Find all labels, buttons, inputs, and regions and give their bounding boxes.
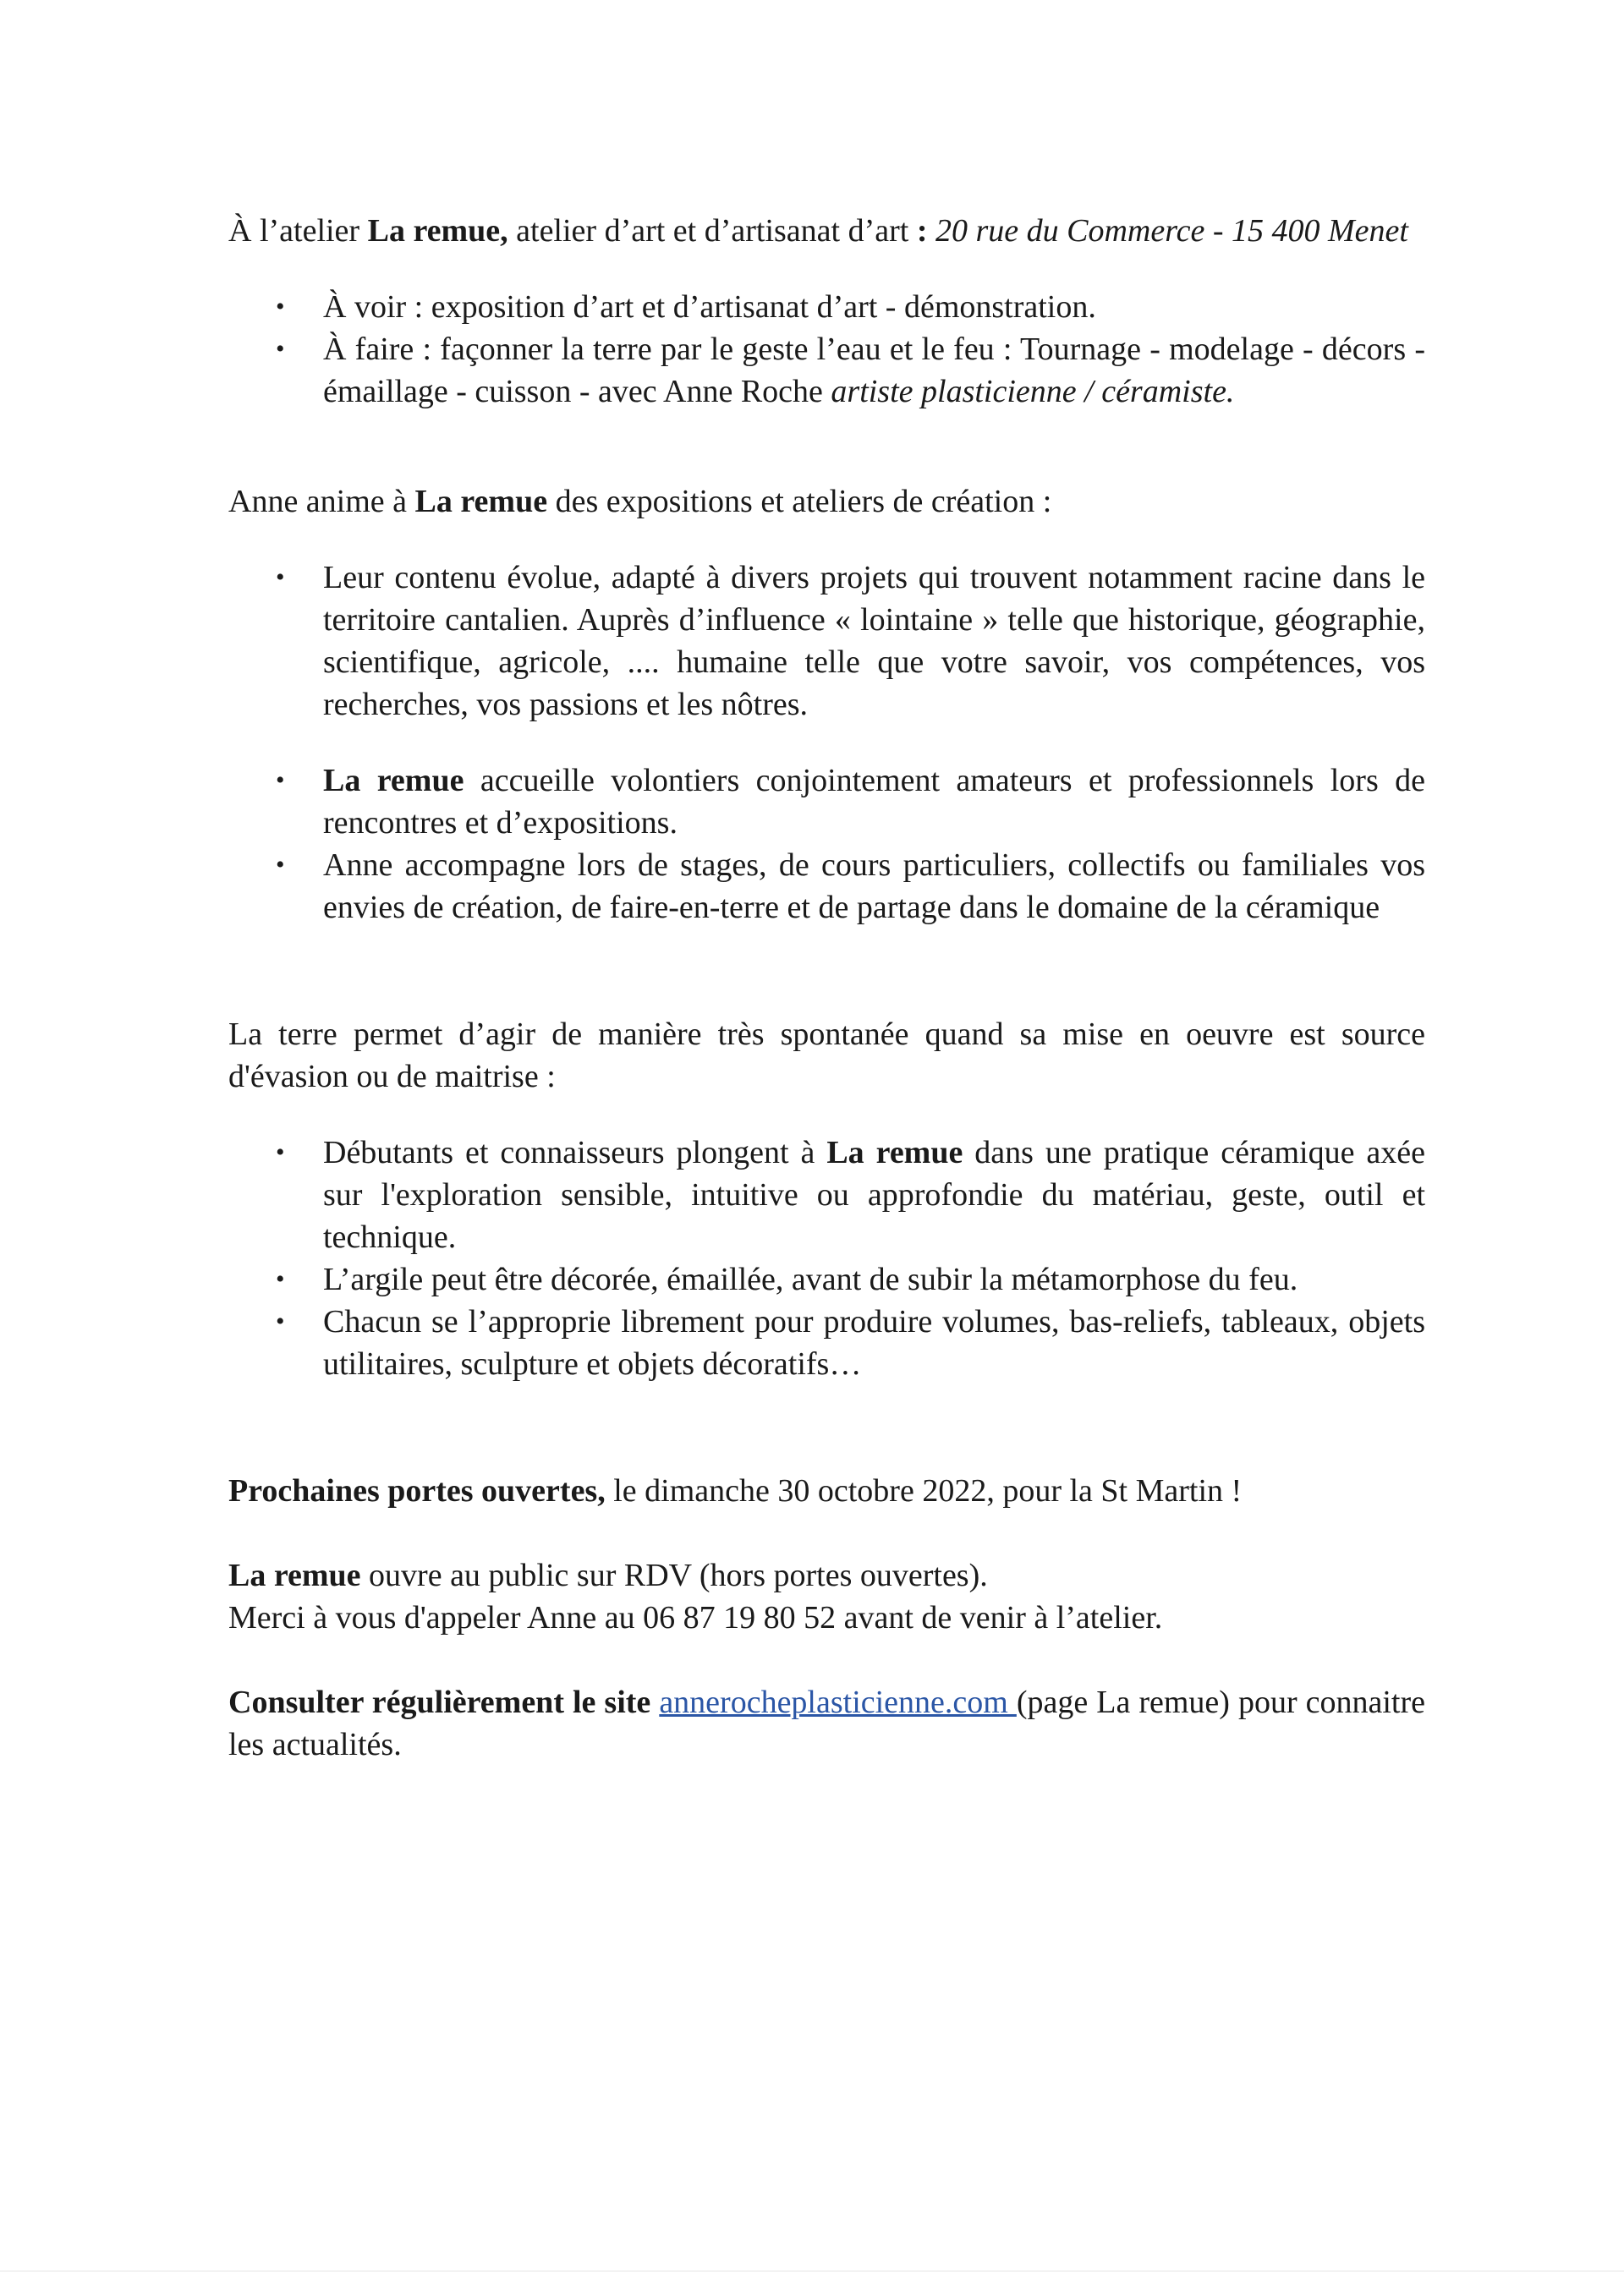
rdv-bold: La remue <box>228 1558 361 1593</box>
list-item <box>228 286 1425 328</box>
intro-bold-colon: : <box>916 213 928 249</box>
intro-paragraph <box>228 210 1425 252</box>
section3-paragraph <box>228 1013 1425 1098</box>
open-days-bold: Prochaines portes ouvertes, <box>228 1473 606 1509</box>
bullet-icon: • <box>276 766 285 794</box>
list-visit <box>228 286 1425 413</box>
intro-bold-name: La remue, <box>367 213 508 249</box>
list-item <box>228 328 1425 413</box>
bullet-icon: • <box>276 1138 285 1166</box>
site-paragraph <box>228 1681 1425 1766</box>
list-clay <box>228 1132 1425 1385</box>
list-item-text: Leur contenu évolue, adapté à divers projets qui trouvent notamment racine dans le territoire cantalien. Auprès d’influence « lointaine » telle que historique, géographie, scientifique, agricole, .... humaine telle que votre savoir, vos compétences, vos recherches, vos passions et les nôtres. <box>323 560 1425 722</box>
rdv-phone-line: Merci à vous d'appeler Anne au 06 87 19 80 52 avant de venir à l’atelier. <box>228 1600 1163 1636</box>
website-link[interactable]: annerocheplasticienne.com <box>659 1685 1017 1720</box>
list-item-text: À voir : exposition d’art et d’artisanat d’art - démonstration. <box>323 289 1096 325</box>
bullet-icon: • <box>276 335 285 363</box>
intro-text-1: À l’atelier <box>228 213 368 249</box>
rdv-text: ouvre au public sur RDV (hors portes ouvertes). <box>360 1558 988 1593</box>
section2-text-1: Anne anime à <box>228 484 415 519</box>
list-item-italic: artiste plasticienne / céramiste. <box>831 374 1235 409</box>
list-item <box>228 556 1425 726</box>
list-item <box>228 844 1425 929</box>
site-text: (page La remue) pour connaitre les actualités. <box>228 1685 1426 1762</box>
bullet-icon: • <box>276 293 285 321</box>
open-days-paragraph <box>228 1470 1425 1512</box>
list-item-text: Anne accompagne lors de stages, de cours particuliers, collectifs ou familiales vos envies de création, de faire-en-terre et de partage dans le domaine de la céramique <box>323 847 1425 925</box>
list-item-text: Débutants et connaisseurs plongent à <box>323 1135 827 1170</box>
list-item-text: Chacun se l’approprie librement pour produire volumes, bas-reliefs, tableaux, objets utilitaires, sculpture et objets décoratifs… <box>323 1304 1425 1382</box>
list-content <box>228 556 1425 726</box>
section2-paragraph <box>228 480 1425 523</box>
section3-text: La terre permet d’agir de manière très spontanée quand sa mise en oeuvre est source d'évasion ou de maitrise : <box>228 1016 1425 1094</box>
list-item <box>228 759 1425 844</box>
list-welcome <box>228 759 1425 929</box>
list-item-bold: La remue <box>826 1135 963 1170</box>
list-item-text: À faire : façonner la terre par le geste l’eau et le feu : Tournage - modelage - décors - émaillage - cuisson - avec Anne Roche <box>323 332 1425 409</box>
rdv-paragraph <box>228 1554 1425 1597</box>
list-item-text: dans une pratique céramique axée sur l'exploration sensible, intuitive ou approfondie du matériau, geste, outil et technique. <box>323 1135 1426 1255</box>
list-item-bold: La remue <box>323 763 464 798</box>
intro-text-2: atelier d’art et d’artisanat d’art <box>508 213 917 249</box>
document-page <box>228 210 1425 1766</box>
list-item-text: L’argile peut être décorée, émaillée, avant de subir la métamorphose du feu. <box>323 1262 1298 1297</box>
section2-bold-name: La remue <box>414 484 548 519</box>
bullet-icon: • <box>276 563 285 591</box>
bullet-icon: • <box>276 1307 285 1335</box>
open-days-text: le dimanche 30 octobre 2022, pour la St Martin ! <box>605 1473 1243 1509</box>
list-item-text: accueille volontiers conjointement amateurs et professionnels lors de rencontres et d’expositions. <box>323 763 1426 841</box>
intro-address: 20 rue du Commerce - 15 400 Menet <box>927 213 1408 249</box>
site-bold: Consulter régulièrement le site <box>228 1685 651 1720</box>
list-item <box>228 1301 1425 1385</box>
bullet-icon: • <box>276 1265 285 1293</box>
list-item <box>228 1132 1425 1258</box>
section2-text-2: des expositions et ateliers de création : <box>547 484 1052 519</box>
bullet-icon: • <box>276 851 285 879</box>
list-item <box>228 1258 1425 1301</box>
